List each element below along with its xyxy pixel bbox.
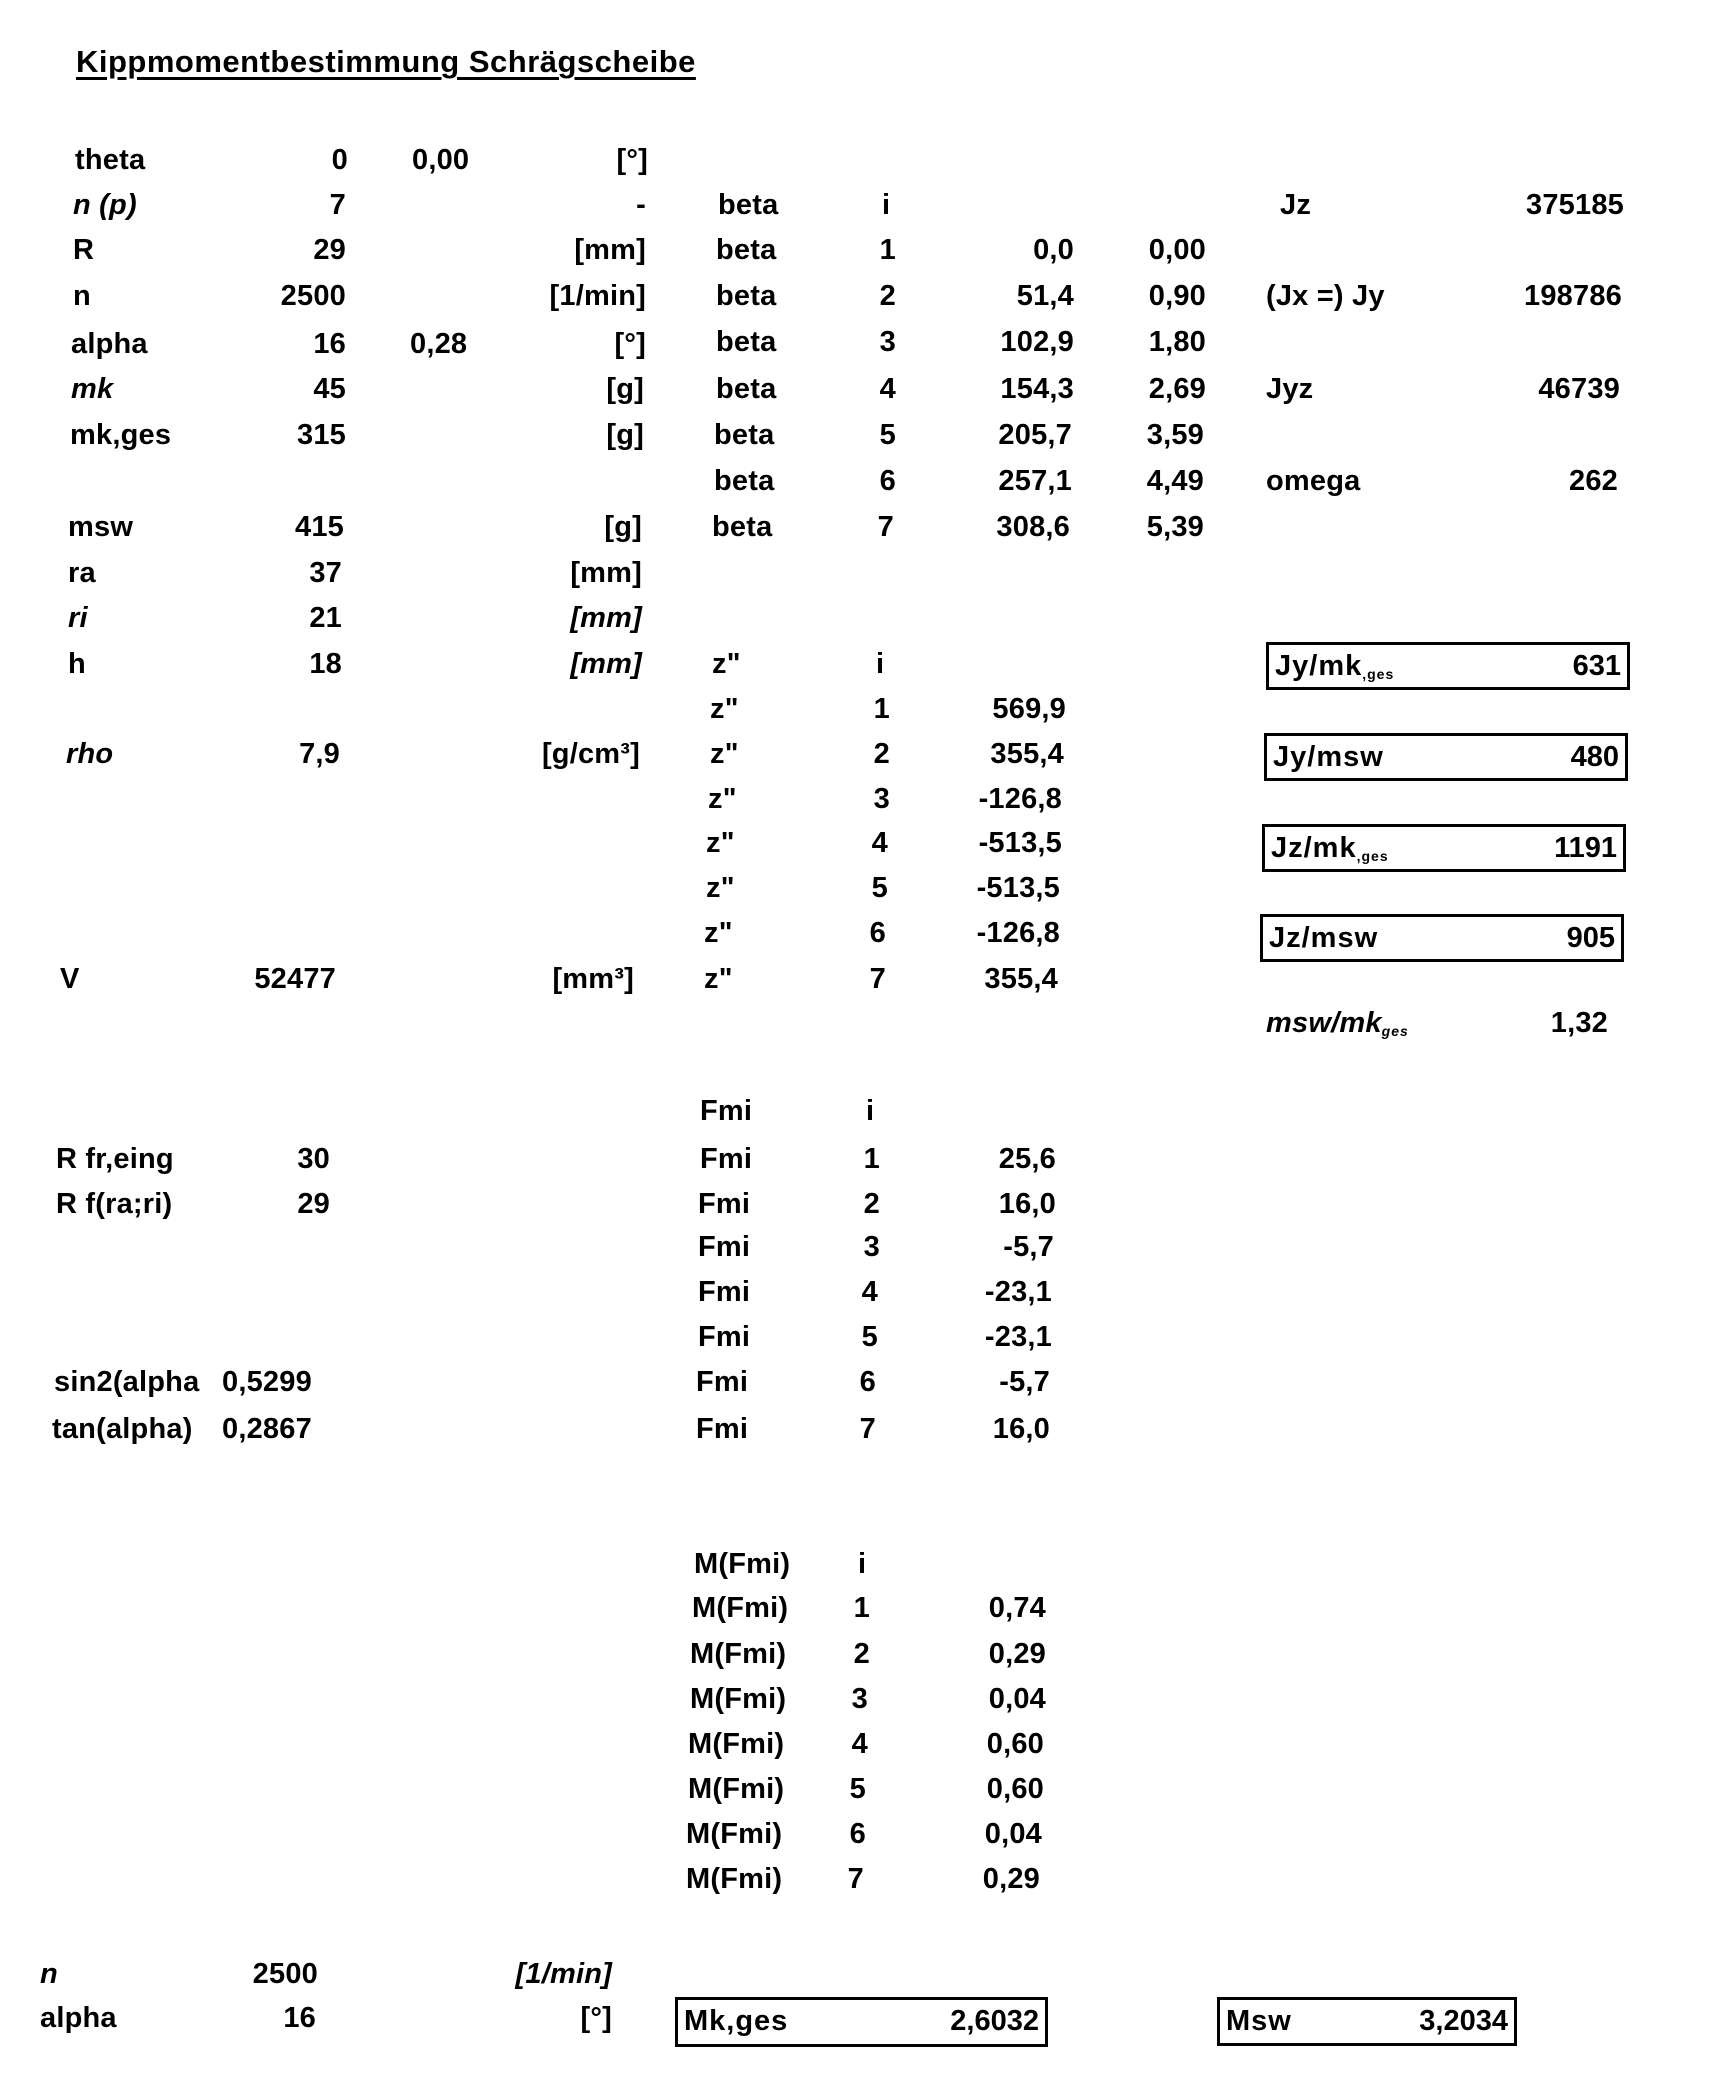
result-label-msw: Msw (1226, 2005, 1292, 2037)
table-row-index: 7 (869, 963, 886, 995)
ratio-label: Jz/mk (1271, 832, 1357, 864)
table-row-value: 355,4 (990, 738, 1064, 770)
param-extra-alpha: 0,28 (410, 328, 468, 360)
table-row-rad: 0,00 (1148, 234, 1206, 266)
param-value-theta: 0 (331, 144, 348, 176)
table-row-label: z" (706, 827, 735, 859)
table-row-label: M(Fmi) (692, 1592, 789, 1624)
param-unit-h: [mm] (570, 648, 642, 680)
table-row-value: 0,74 (988, 1592, 1046, 1624)
param-label-V: V (60, 963, 80, 995)
beta-header-label: beta (718, 189, 779, 221)
summary-unit-n: [1/min] (515, 1958, 612, 1990)
param-value-V: 52477 (254, 963, 336, 995)
table-row-index: 1 (873, 693, 890, 725)
table-row-index: 6 (869, 917, 886, 949)
table-row-label: beta (714, 419, 775, 451)
table-row-index: 5 (871, 872, 888, 904)
table-row-label: Fmi (696, 1366, 749, 1398)
mass-ratio-label-text: msw/mk (1266, 1007, 1382, 1039)
table-row-index: 2 (873, 738, 890, 770)
table-row-label: z" (706, 872, 735, 904)
param-value-ri: 21 (309, 602, 342, 634)
table-row-label: M(Fmi) (686, 1818, 783, 1850)
table-row-value: -23,1 (984, 1276, 1052, 1308)
table-row-index: 2 (853, 1638, 870, 1670)
table-row-index: 6 (879, 465, 896, 497)
table-row-index: 1 (863, 1143, 880, 1175)
table-row-value: 0,60 (986, 1728, 1044, 1760)
table-row-index: 5 (849, 1773, 866, 1805)
table-row-label: z" (710, 693, 739, 725)
table-row-index: 1 (879, 234, 896, 266)
ratio-box-jy-mkges (1266, 642, 1630, 690)
summary-value-alpha: 16 (283, 2002, 316, 2034)
param-unit-alpha: [°] (614, 328, 646, 360)
param-label-theta: theta (75, 144, 146, 176)
mass-ratio-subscript: ges (1381, 1023, 1409, 1039)
table-row-value: 0,29 (988, 1638, 1046, 1670)
radius-value-freing: 30 (297, 1143, 330, 1175)
inertia-value-omega: 262 (1569, 465, 1618, 497)
ratio-box-jz-msw (1260, 914, 1624, 962)
ratio-label: Jy/msw (1273, 741, 1384, 773)
table-row-index: 6 (849, 1818, 866, 1850)
table-row-label: z" (704, 963, 733, 995)
param-label-R: R (73, 234, 95, 266)
table-row-label: beta (716, 326, 777, 358)
trig-value-tan: 0,2867 (222, 1413, 312, 1445)
table-row-value: -23,1 (984, 1321, 1052, 1353)
table-row-deg: 154,3 (1000, 373, 1074, 405)
table-row-label: Fmi (698, 1276, 751, 1308)
table-row-label: beta (716, 373, 777, 405)
table-row-index: 1 (853, 1592, 870, 1624)
table-row-rad: 4,49 (1146, 465, 1204, 497)
table-row-deg: 205,7 (998, 419, 1072, 451)
table-row-label: z" (708, 783, 737, 815)
param-unit-mkges: [g] (606, 419, 644, 451)
table-row-value: 0,29 (982, 1863, 1040, 1895)
table-row-value: -126,8 (976, 917, 1060, 949)
table-row-index: 4 (871, 827, 888, 859)
table-row-label: beta (716, 280, 777, 312)
param-label-n: n (73, 280, 91, 312)
param-unit-theta: [°] (616, 144, 648, 176)
table-row-index: 7 (847, 1863, 864, 1895)
table-row-index: 5 (861, 1321, 878, 1353)
param-label-h: h (68, 648, 86, 680)
param-label-mk: mk (71, 373, 114, 405)
param-unit-R: [mm] (574, 234, 646, 266)
ratio-value: 905 (1566, 922, 1615, 954)
table-row-index: 3 (873, 783, 890, 815)
trig-value-sin2: 0,5299 (222, 1366, 312, 1398)
beta-header-index: i (882, 189, 891, 221)
trig-label-tan: tan(alpha) (52, 1413, 193, 1445)
ratio-value: 631 (1572, 650, 1621, 682)
param-label-ra: ra (68, 557, 96, 589)
table-row-value: 25,6 (998, 1143, 1056, 1175)
radius-value-frari: 29 (297, 1188, 330, 1220)
param-label-rho: rho (66, 738, 114, 770)
param-value-R: 29 (313, 234, 346, 266)
table-row-label: z" (710, 738, 739, 770)
param-label-msw: msw (68, 511, 134, 543)
table-row-label: z" (704, 917, 733, 949)
table-row-index: 3 (863, 1231, 880, 1263)
inertia-value-jyz: 46739 (1538, 373, 1620, 405)
table-row-rad: 0,90 (1148, 280, 1206, 312)
ratio-value: 480 (1570, 741, 1619, 773)
param-unit-ra: [mm] (570, 557, 642, 589)
table-row-deg: 102,9 (1000, 326, 1074, 358)
mass-ratio-value: 1,32 (1550, 1007, 1608, 1039)
table-row-value: 16,0 (998, 1188, 1056, 1220)
table-row-index: 4 (879, 373, 896, 405)
result-value-msw: 3,2034 (1419, 2005, 1508, 2037)
fmi-header-index: i (866, 1095, 875, 1127)
table-row-index: 4 (851, 1728, 868, 1760)
trig-label-sin2: sin2(alpha (54, 1366, 200, 1398)
table-row-index: 4 (861, 1276, 878, 1308)
param-unit-msw: [g] (604, 511, 642, 543)
ratio-subscript: ,ges (1362, 666, 1395, 682)
result-label-mk-ges: Mk,ges (684, 2005, 789, 2037)
ratio-box-jz-mkges (1262, 824, 1626, 872)
mfmi-header-label: M(Fmi) (694, 1548, 791, 1580)
ratio-box-jy-msw (1264, 733, 1628, 781)
param-value-h: 18 (309, 648, 342, 680)
table-row-value: -126,8 (978, 783, 1062, 815)
summary-unit-alpha: [°] (580, 2002, 612, 2034)
table-row-value: -5,7 (1003, 1231, 1054, 1263)
table-row-index: 2 (879, 280, 896, 312)
table-row-label: M(Fmi) (688, 1728, 785, 1760)
param-extra-theta: 0,00 (412, 144, 470, 176)
table-row-index: 5 (879, 419, 896, 451)
inertia-label-jy: (Jx =) Jy (1266, 280, 1385, 312)
param-unit-ri: [mm] (570, 602, 642, 634)
inertia-label-jz: Jz (1280, 189, 1312, 221)
table-row-label: beta (712, 511, 773, 543)
table-row-label: Fmi (700, 1143, 753, 1175)
result-box-msw (1217, 1997, 1517, 2046)
ratio-value: 1191 (1554, 832, 1617, 864)
ratio-subscript: ,ges (1356, 848, 1389, 864)
z-header-label: z" (712, 648, 741, 680)
table-row-label: M(Fmi) (686, 1863, 783, 1895)
z-header-index: i (876, 648, 885, 680)
table-row-deg: 0,0 (1033, 234, 1074, 266)
table-row-rad: 1,80 (1148, 326, 1206, 358)
table-row-value: -513,5 (976, 872, 1060, 904)
summary-value-n: 2500 (252, 1958, 318, 1990)
param-label-alpha: alpha (71, 328, 148, 360)
param-label-mkges: mk,ges (70, 419, 172, 451)
table-row-deg: 257,1 (998, 465, 1072, 497)
param-value-n: 2500 (280, 280, 346, 312)
param-value-alpha: 16 (313, 328, 346, 360)
param-unit-V: [mm³] (552, 963, 634, 995)
param-unit-rho: [g/cm³] (541, 738, 640, 770)
table-row-label: Fmi (698, 1231, 751, 1263)
table-row-label: M(Fmi) (690, 1683, 787, 1715)
table-row-index: 7 (859, 1413, 876, 1445)
result-box-mk-ges (675, 1997, 1048, 2047)
table-row-index: 7 (877, 511, 894, 543)
table-row-label: M(Fmi) (690, 1638, 787, 1670)
param-unit-mk: [g] (606, 373, 644, 405)
summary-label-alpha: alpha (40, 2002, 117, 2034)
mfmi-header-index: i (858, 1548, 867, 1580)
radius-label-frari: R f(ra;ri) (56, 1188, 173, 1220)
table-row-index: 3 (851, 1683, 868, 1715)
ratio-label: Jz/msw (1269, 922, 1379, 954)
table-row-rad: 2,69 (1148, 373, 1206, 405)
table-row-value: 0,04 (988, 1683, 1046, 1715)
inertia-label-omega: omega (1266, 465, 1361, 497)
table-row-label: M(Fmi) (688, 1773, 785, 1805)
param-label-np: n (p) (73, 189, 137, 221)
table-row-rad: 3,59 (1146, 419, 1204, 451)
param-value-np: 7 (329, 189, 346, 221)
table-row-index: 3 (879, 326, 896, 358)
inertia-value-jz: 375185 (1526, 189, 1624, 221)
table-row-value: -513,5 (978, 827, 1062, 859)
result-value-mk-ges: 2,6032 (950, 2005, 1039, 2037)
param-value-mk: 45 (313, 373, 346, 405)
ratio-label: Jy/mk (1275, 650, 1363, 682)
table-row-value: 569,9 (992, 693, 1066, 725)
table-row-rad: 5,39 (1146, 511, 1204, 543)
table-row-deg: 51,4 (1016, 280, 1074, 312)
param-value-ra: 37 (309, 557, 342, 589)
table-row-label: beta (714, 465, 775, 497)
param-value-msw: 415 (295, 511, 344, 543)
table-row-deg: 308,6 (996, 511, 1070, 543)
param-value-mkges: 315 (297, 419, 346, 451)
summary-label-n: n (40, 1958, 58, 1990)
table-row-value: 0,04 (984, 1818, 1042, 1850)
table-row-value: 16,0 (992, 1413, 1050, 1445)
table-row-label: beta (716, 234, 777, 266)
mass-ratio-label (1266, 1006, 1409, 1048)
table-row-index: 6 (859, 1366, 876, 1398)
table-row-label: Fmi (696, 1413, 749, 1445)
param-value-rho: 7,9 (299, 738, 340, 770)
param-unit-n: [1/min] (549, 280, 646, 312)
param-unit-np: - (636, 189, 646, 221)
table-row-label: Fmi (698, 1188, 751, 1220)
table-row-label: Fmi (698, 1321, 751, 1353)
table-row-value: 0,60 (986, 1773, 1044, 1805)
radius-label-freing: R fr,eing (56, 1143, 174, 1175)
fmi-header-label: Fmi (700, 1095, 753, 1127)
param-label-ri: ri (68, 602, 88, 634)
table-row-value: 355,4 (984, 963, 1058, 995)
page-title: Kippmomentbestimmung Schrägscheibe (76, 44, 696, 79)
table-row-value: -5,7 (999, 1366, 1050, 1398)
inertia-label-jyz: Jyz (1266, 373, 1314, 405)
inertia-value-jy: 198786 (1524, 280, 1622, 312)
table-row-index: 2 (863, 1188, 880, 1220)
